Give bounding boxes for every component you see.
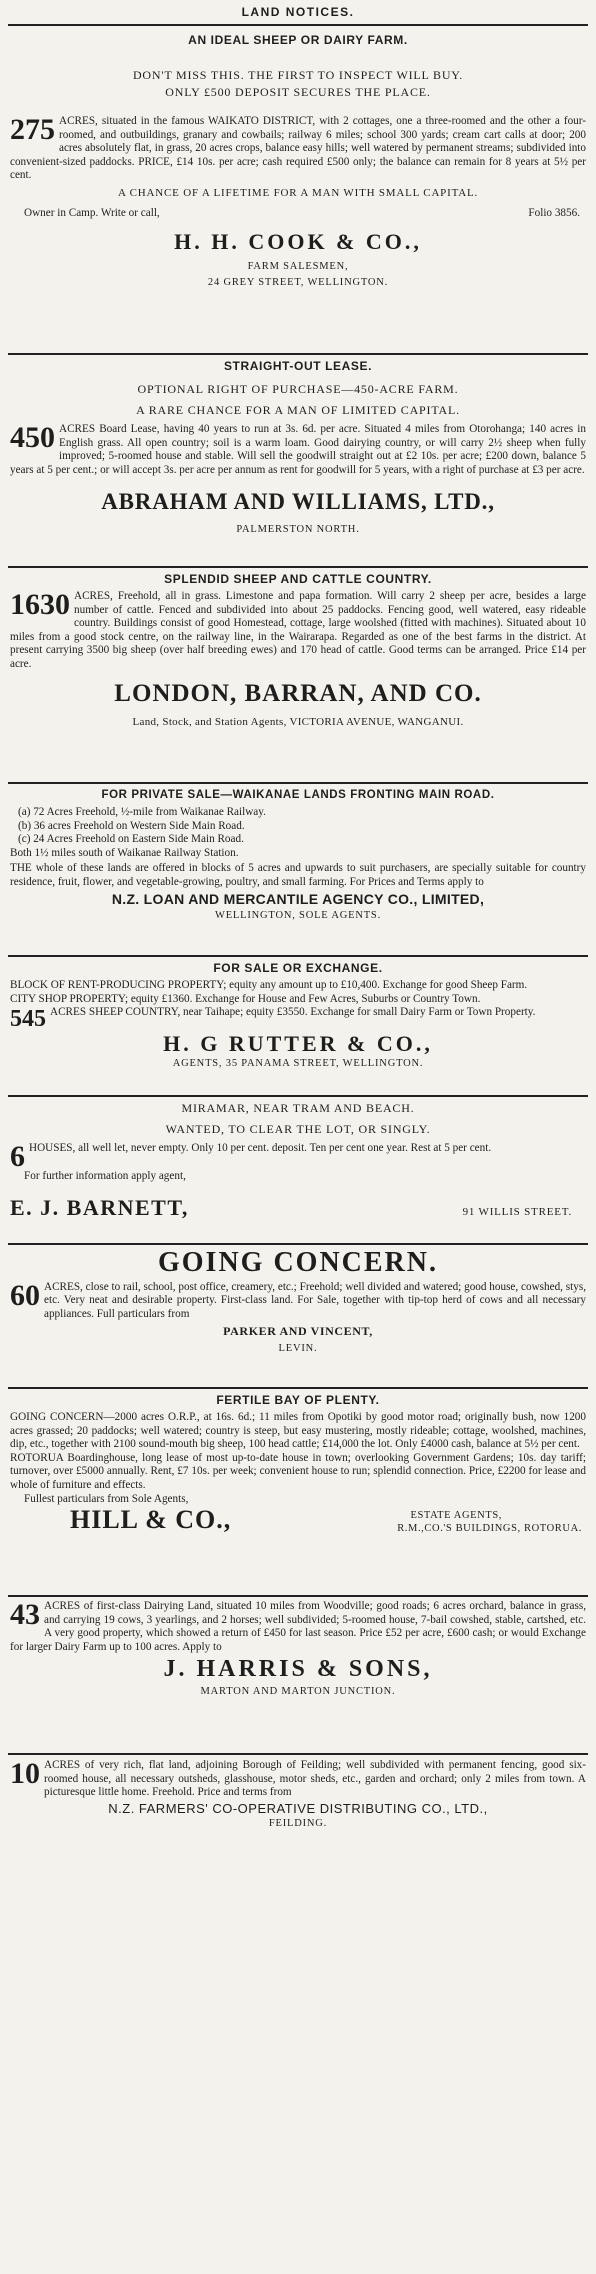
ad-line: For further information apply agent, — [24, 1170, 186, 1182]
ad-para: CITY SHOP PROPERTY; equity £1360. Exchange for House and Few Acres, Suburbs or Country Town. — [10, 992, 481, 1005]
ad-text: ACRES, situated in the famous WAIKATO DISTRICT, with 2 cottages, one a three-roomed and the other a four-roomed, and outbuildings, granary and cowbails; railway 6 miles; school 300 yards; cream cart calls at door; 200 acres absolutely flat, in grass, 20 acres crops, balance easy hills; well watered by permanent streams; subdivided into convenient-sized paddocks. PRICE, £14 10s. per acre; cash required £500 only; the balance can remain for 8 years at 5½ per cent. — [10, 115, 586, 182]
ad-text: ACRES SHEEP COUNTRY, near Taihape; equity £3550. Exchange for small Dairy Farm or Town Property. — [50, 1006, 536, 1019]
divider — [8, 1243, 588, 1245]
ad-firm-row — [10, 1506, 586, 1535]
ad-heading: FERTILE BAY OF PLENTY. — [216, 1393, 380, 1407]
ad-owner-row — [10, 206, 586, 220]
ad-address: R.M.,CO.'S BUILDINGS, ROTORUA. — [397, 1522, 582, 1534]
ad-body — [10, 1759, 586, 1800]
ad-firm: H. G RUTTER & CO., — [163, 1031, 433, 1057]
ad-firm: PARKER AND VINCENT, — [223, 1323, 373, 1338]
ad-harris — [8, 1600, 588, 1750]
ad-heading: GOING CONCERN. — [157, 1247, 438, 1278]
ad-firm-details — [397, 1509, 586, 1535]
ad-body — [10, 423, 586, 477]
ad-para: GOING CONCERN—2000 acres O.R.P., at 16s. 6d.; 11 miles from Opotiki by good motor road; originally bush, now 1200 acres grassed; 20 paddocks; well watered; country is steep, but easy mustering, mostly rideable; cottage, woolshed, machines, dip, etc., together with 2100 sound-mouth big sheep, 100 head cattle; £14,000 the lot. Only £4000 cash, balance at 5½ per cent. — [10, 1411, 586, 1451]
ad-body — [10, 1600, 586, 1654]
ad-cook — [8, 32, 588, 350]
ad-firm: H. H. COOK & CO., — [174, 228, 422, 254]
ad-role: FARM SALESMEN, — [247, 261, 349, 273]
ad-address: LEVIN. — [278, 1342, 318, 1354]
ad-body — [10, 1006, 586, 1033]
ad-address: MARTON AND MARTON JUNCTION. — [200, 1685, 396, 1697]
ad-heading: FOR PRIVATE SALE—WAIKANAE LANDS FRONTING MAIN ROAD. — [101, 789, 495, 801]
ad-tagline: A CHANCE OF A LIFETIME FOR A MAN WITH SMALL CAPITAL. — [117, 186, 479, 199]
ad-heading: FOR SALE OR EXCHANGE. — [213, 961, 383, 975]
ad-firm-row — [10, 1196, 586, 1220]
ad-line: DON'T MISS THIS. THE FIRST TO INSPECT WILL BUY. — [132, 68, 464, 82]
ad-number: 450 — [10, 421, 55, 454]
ad-text: ACRES, close to rail, school, post office, creamery, etc.; Freehold; well divided and watered; good house, cowshed, stys, etc. Very neat and desirable property. First-class land. For Sale, together with tip-top herd of cows and all necessary appliances. Full particulars from — [44, 1280, 586, 1320]
ad-line: Fullest particulars from Sole Agents, — [24, 1492, 189, 1505]
ad-body — [10, 115, 586, 183]
divider — [8, 1753, 588, 1755]
divider — [8, 1095, 588, 1097]
ad-address: FEILDING. — [268, 1818, 328, 1830]
ad-rutter — [8, 960, 588, 1092]
ad-heading: STRAIGHT-OUT LEASE. — [223, 359, 373, 373]
ad-address: 24 GREY STREET, WELLINGTON. — [207, 277, 389, 289]
divider — [8, 782, 588, 784]
ad-nzloan — [8, 787, 588, 952]
divider — [8, 566, 588, 568]
ad-role: ESTATE AGENTS, — [410, 1509, 502, 1521]
divider — [8, 353, 588, 355]
ad-firm: HILL & CO., — [70, 1505, 232, 1535]
divider — [8, 24, 588, 26]
ad-address: PALMERSTON NORTH. — [236, 523, 360, 535]
ad-firm: J. HARRIS & SONS, — [163, 1656, 433, 1683]
ad-number: 275 — [10, 113, 55, 146]
page-title: LAND NOTICES. — [241, 5, 355, 19]
ad-text: ACRES of first-class Dairying Land, situated 10 miles from Woodville; good roads; 6 acres orchard, balance in grass, and carrying 19 cows, 3 yearlings, and 2 horses; well subdivided; 5-roomed house, 7-bail cowshed, stable, cartshed, etc. A very good property, which showed a return of £450 for last season. Price £52 per acre, £600 cash; or would Exchange for larger Dairy Farm up to 100 acres. Apply to — [10, 1600, 586, 1653]
ad-firm: ABRAHAM AND WILLIAMS, LTD., — [101, 489, 495, 515]
ad-parker — [8, 1248, 588, 1384]
ad-owner: Owner in Camp. Write or call, — [24, 206, 160, 219]
ad-address: AGENTS, 35 PANAMA STREET, WELLINGTON. — [172, 1058, 424, 1070]
ad-folio: Folio 3856. — [528, 206, 580, 219]
ad-barnett — [8, 1100, 588, 1240]
ad-firm: N.Z. FARMERS' CO-OPERATIVE DISTRIBUTING CO., LTD., — [108, 1800, 488, 1816]
ad-line: Both 1½ miles south of Waikanae Railway Station. — [10, 846, 239, 859]
ad-firm: LONDON, BARRAN, AND CO. — [114, 679, 482, 707]
ad-firm: E. J. BARNETT, — [10, 1194, 189, 1220]
ad-heading: MIRAMAR, NEAR TRAM AND BEACH. — [181, 1101, 415, 1115]
ad-text: ACRES, Freehold, all in grass. Limestone and papa formation. Will carry 2 sheep per acre, besides a large number of cattle. Fenced and subdivided into about 25 paddocks. Fencing good, well watered, easy rideable country. Buildings consist of good Homestead, cottage, large woolshed (fitted with machines). Situated about 10 miles from a good stock centre, on the railway line, in the Wairarapa. Regarded as one of the best farms in the district. At present carrying 3500 big sheep (over half breeding ewes) and 170 head of cattle. Good terms can be arranged. Price £14 per acre. — [10, 590, 586, 670]
ad-para: ROTORUA Boardinghouse, long lease of most up-to-date house in town; overlooking Government Gardens; 10s. day tariff; turnover, over £5000 annually. Rent, £7 10s. per week; convenient house to run; splendid connection. Price, £2200 for lease and whole of furniture and effects. — [10, 1451, 586, 1491]
ad-number: 545 — [10, 1006, 46, 1033]
ad-heading: SPLENDID SHEEP AND CATTLE COUNTRY. — [164, 572, 432, 586]
ad-item: (b) 36 acres Freehold on Western Side Main Road. — [18, 819, 245, 832]
ad-number: 6 — [10, 1140, 25, 1173]
ad-text: HOUSES, all well let, never empty. Only 10 per cent. deposit. Ten per cent one year. Rest at 5 per cent. — [29, 1142, 492, 1154]
ad-number: 43 — [10, 1598, 40, 1631]
ad-address: Land, Stock, and Station Agents, VICTORIA AVENUE, WANGANUI. — [132, 716, 464, 729]
ad-line: OPTIONAL RIGHT OF PURCHASE—450-ACRE FARM. — [137, 382, 459, 396]
ad-address: 91 WILLIS STREET. — [462, 1205, 572, 1218]
ad-text: ACRES Board Lease, having 40 years to run at 3s. 6d. per acre. Situated 4 miles from Otorohanga; 140 acres in English grass. All open country; soil is a warm loam. Good dairying country, or will carry 2½ sheep when fully improved; 5-roomed house and stable. Will sell the goodwill straight out at £2 10s. per acre; £200 down, balance 5 years at 5 per cent.; or will accept 3s. per acre per annum as rent for goodwill for 5 years, with a right of purchase at £3 per acre. — [10, 423, 586, 476]
ad-number: 60 — [10, 1278, 40, 1312]
ad-line: ONLY £500 DEPOSIT SECURES THE PLACE. — [165, 85, 431, 99]
ad-text: ACRES of very rich, flat land, adjoining Borough of Feilding; well subdivided with permanent fencing, good six-roomed house, all necessary outsheds, glasshouse, motor sheds, etc., garden and orchard; only 2 miles from town. A picturesque little home. Freehold. Price and terms from — [44, 1759, 586, 1799]
ad-farmers — [8, 1759, 588, 1879]
divider — [8, 955, 588, 957]
ad-line: WANTED, TO CLEAR THE LOT, OR SINGLY. — [165, 1122, 431, 1136]
ad-item: (a) 72 Acres Freehold, ½-mile from Waikanae Railway. — [18, 806, 266, 818]
divider — [8, 1595, 588, 1597]
ad-london — [8, 571, 588, 779]
ad-line: A RARE CHANCE FOR A MAN OF LIMITED CAPITAL. — [136, 403, 460, 417]
ad-body — [10, 590, 586, 672]
ad-body: THE whole of these lands are offered in blocks of 5 acres and upwards to suit purchasers, are specially suitable for country residence, fruit, flower, and vegetable-growing, poultry, and small farming. For Prices and Terms apply to — [10, 862, 586, 888]
ad-hill — [8, 1392, 588, 1592]
divider — [8, 1387, 588, 1389]
ad-body — [10, 1140, 586, 1173]
ad-body — [10, 1278, 586, 1322]
ad-heading: AN IDEAL SHEEP OR DAIRY FARM. — [188, 33, 408, 47]
ad-abraham — [8, 358, 588, 563]
ad-item: (c) 24 Acres Freehold on Eastern Side Main Road. — [18, 833, 244, 846]
ad-firm: N.Z. LOAN AND MERCANTILE AGENCY CO., LIMITED, — [111, 890, 485, 907]
ad-para: BLOCK OF RENT-PRODUCING PROPERTY; equity any amount up to £10,400. Exchange for good Sheep Farm. — [10, 979, 528, 991]
ad-address: WELLINGTON, SOLE AGENTS. — [215, 909, 381, 921]
ad-number: 10 — [10, 1757, 40, 1790]
ad-number: 1630 — [10, 588, 70, 621]
